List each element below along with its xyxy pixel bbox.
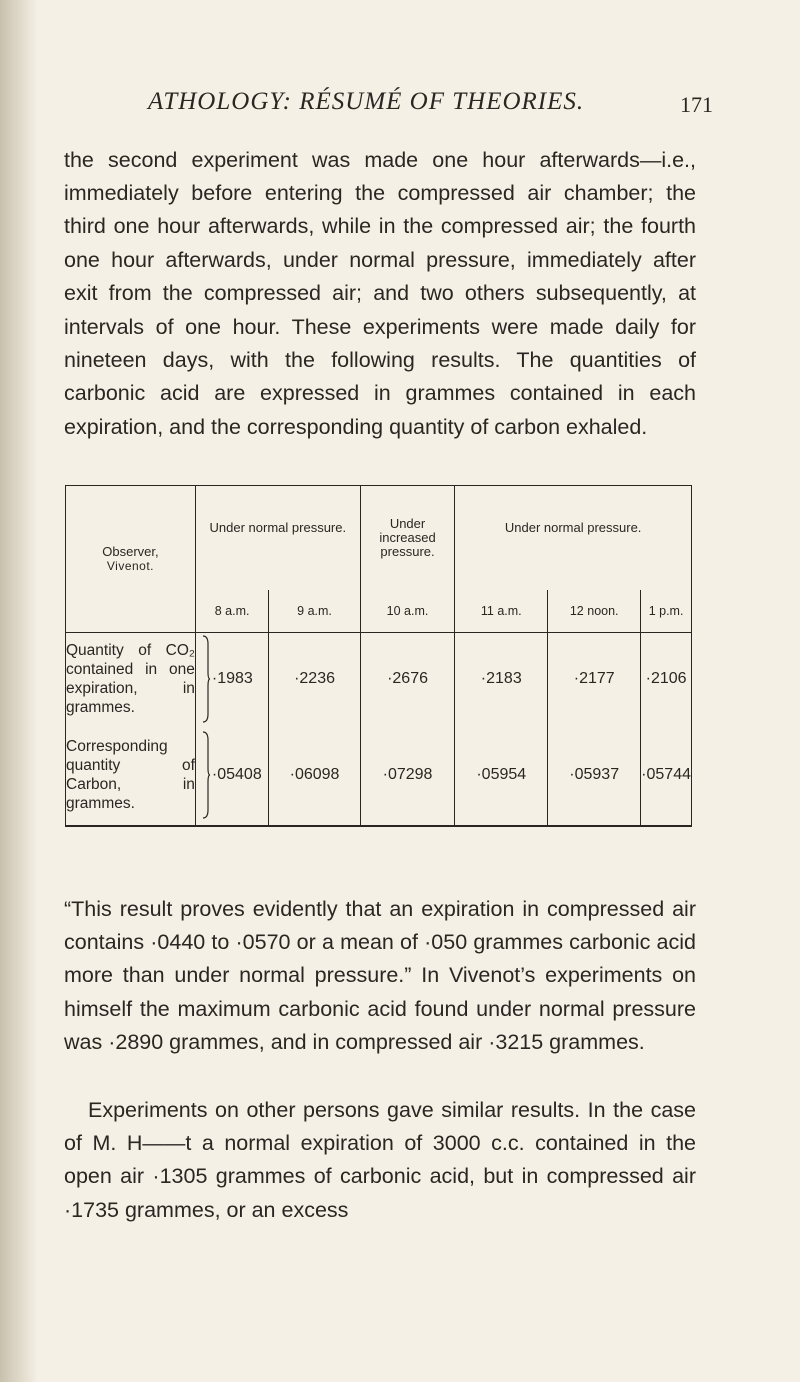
group-normal-2: Under normal pressure. [455, 486, 692, 591]
table-row [66, 633, 692, 726]
observer-name: Vivenot. [106, 559, 155, 573]
cell-value: ·2177 [548, 633, 641, 726]
cell-value: ·2676 [360, 633, 455, 726]
running-head: ATHOLOGY: RÉSUMÉ OF THEORIES. [148, 88, 585, 115]
cell-value: ·2236 [269, 633, 360, 726]
time-9am: 9 a.m. [269, 590, 360, 633]
time-11am: 11 a.m. [455, 590, 548, 633]
cell-value: ·07298 [360, 725, 455, 826]
time-10am: 10 a.m. [360, 590, 455, 633]
cell-value: ·2183 [455, 633, 548, 726]
time-8am: 8 a.m. [195, 590, 268, 633]
time-1pm: 1 p.m. [641, 590, 692, 633]
paragraph-result-quote: “This result proves evidently that an expiration in compressed air contains ·0440 to ·0570 or a mean of ·050 grammes carbonic acid more than under normal pressure.” In Vivenot’s experiments on himself the maximum carbonic acid found under normal pressure was ·2890 grammes, and in compressed air ·3215 grammes. [64, 896, 696, 1055]
paragraph-intro: the second experiment was made one hour afterwards—i.e., immediately before entering the compressed air chamber; the third one hour afterwards, while in the compressed air; the fourth one hour afterwards, under normal pressure, immediately after exit from the compressed air; and two others subsequently, at intervals of one hour. These experiments were made daily for nineteen days, with the following results. The quantities of carbonic acid are expressed in grammes contained in each expiration, and the corresponding quantity of carbon exhaled. [64, 147, 696, 439]
cell-value: ·06098 [269, 725, 360, 826]
row-label-co2: Quantity of CO₂ contained in one expiration, in grammes. [66, 633, 196, 726]
table-header-row [66, 486, 692, 591]
cell-value: ·05954 [455, 725, 548, 826]
table-row [66, 725, 692, 826]
page-binding-shadow [0, 0, 38, 1382]
time-12noon: 12 noon. [548, 590, 641, 633]
observer-header [66, 486, 196, 633]
group-increased: Under increased pressure. [360, 486, 455, 591]
observer-label: Observer, [102, 544, 159, 559]
cell-value: ·05937 [548, 725, 641, 826]
brace-icon [202, 730, 210, 820]
brace-icon [202, 634, 210, 724]
paragraph-other-persons: Experiments on other persons gave similar results. In the case of M. H——t a normal expiration of 3000 c.c. contained in the open air ·1305 grammes of carbonic acid, but in compressed air ·1735 grammes, or an excess [64, 1097, 696, 1222]
results-table [65, 485, 692, 827]
cell-value: ·05408 [195, 725, 268, 826]
page-number: 171 [680, 92, 713, 117]
cell-value: ·1983 [195, 633, 268, 726]
row-label-carbon: Corresponding quantity of Carbon, in grammes. [66, 725, 196, 826]
cell-value: ·2106 [641, 633, 692, 726]
group-normal-1: Under normal pressure. [195, 486, 360, 591]
cell-value: ·05744 [641, 725, 692, 826]
